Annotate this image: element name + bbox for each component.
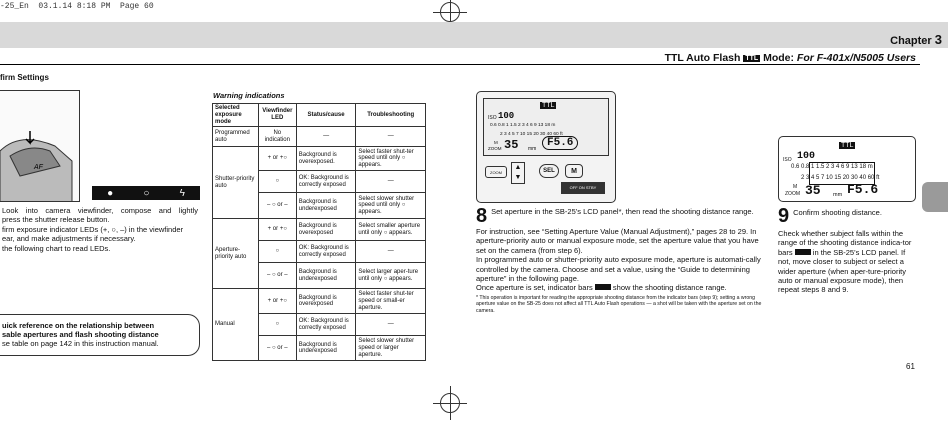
table-row: Aperture-priority auto + or +○ Background is overexposed Select smaller aperture until only ○ appears. xyxy=(213,219,426,241)
lcd-iso-value: 100 xyxy=(498,111,515,121)
quick-reference-box: uick reference on the relationship between sable apertures and flash shooting distance se table on page 142 in this instruction manual. xyxy=(0,314,200,356)
step-9-paragraph: Check whether subject falls within the range of the shooting distance indica-tor bars in the SB-25’s LCD panel. If not, move closer to subject or select a wider aperture (when aper-ture-priority auto or manual exposure mode), then repeat steps 8 and 9. xyxy=(778,229,912,295)
warning-title: Warning indications xyxy=(213,91,285,100)
registration-mark-top xyxy=(440,2,460,22)
lcd-ttl-badge: TTL xyxy=(841,142,854,149)
table-row: Programmed auto No indication — — xyxy=(213,127,426,147)
table-row: – ○ or – Background is underexposed Select slower shutter speed until only ○ appears. xyxy=(213,193,426,219)
ttl-badge: TTL xyxy=(745,55,759,62)
svg-text:AF: AF xyxy=(34,164,43,171)
step-8-footnote: * This operation is important for reading the appropriate shooting distance from the indicator bars (step 9); setting a wrong aperture value on the SB-25 does not affect all TTL Auto Flash operations — a shot will be taken with the aperture set on the camera. xyxy=(476,294,762,314)
table-header: Selected exposure mode xyxy=(213,104,259,127)
camera-illustration xyxy=(0,90,80,202)
table-row: ○ OK: Background is correctly exposed — xyxy=(213,314,426,336)
chapter-label: Chapter 3 xyxy=(890,32,942,47)
lcd-aperture-value: F5.6 xyxy=(542,136,578,150)
table-row: ○ OK: Background is correctly exposed — xyxy=(213,241,426,263)
table-row: Manual + or +○ Background is overexposed Select faster shut-ter speed or small-er aperture. xyxy=(213,289,426,314)
flash-ready-icon: ϟ xyxy=(179,187,185,199)
header-rule xyxy=(0,64,920,65)
step-8-paragraph-2: In programmed auto or shutter-priority auto exposure mode, aperture is automati-cally controlled by the camera. Choose and set a value, using the “Guide to determining aperture” in the following page. xyxy=(476,255,761,284)
step-title: Confirm shooting distance. xyxy=(793,208,882,217)
lcd-iso-value: 100 xyxy=(797,151,816,162)
indicator-bar-icon xyxy=(595,284,611,290)
lcd-feet-scale: 2 3 4 5 7 10 15 20 30 40 60 ft xyxy=(801,175,880,181)
section-title: firm Settings xyxy=(0,73,49,82)
step-8 xyxy=(476,207,766,314)
led-ring: ○ xyxy=(143,187,150,199)
table-row: Shutter-priority auto + or +○ Background is overexposed. Select faster shut-ter speed until only ○ appears. xyxy=(213,147,426,171)
left-instructions: Look into camera viewfinder, compose and lightly press the shutter release button. firm exposure indicator LEDs (+, ○, –) in the viewfinder ear, and make adjustments if necessary. the following chart to read LEDs. xyxy=(2,206,198,253)
sel-button: SEL xyxy=(539,164,559,178)
led-dot: ● xyxy=(107,187,114,199)
header-band xyxy=(0,22,948,48)
step-8-paragraph-3: Once aperture is set, indicator bars show the shooting distance range. xyxy=(476,283,727,293)
registration-mark-bottom xyxy=(440,393,460,413)
table-header: Viewfinder LED xyxy=(258,104,296,127)
table-row: ○ OK: Background is correctly exposed — xyxy=(213,171,426,193)
warning-table xyxy=(212,103,426,361)
mode-title: TTL Auto Flash TTL Mode: For F-401x/N5005 Users xyxy=(664,52,916,64)
lcd-screen: TTL ISO 100 0.6 0.8 1 1.5 2 3 4 6 9 13 18 m 2 3 4 5 7 10 15 20 30 40 60 ft M ZOOM 35 mm F5.6 xyxy=(483,98,609,156)
viewfinder-led-bar xyxy=(92,186,200,200)
page-number: 61 xyxy=(906,362,915,371)
lcd-meter-scale: 0.6 0.8 1 1.5 2 3 4 6 9 13 18 m xyxy=(791,164,873,170)
lcd-zoom-value: 35 xyxy=(805,183,821,198)
table-header: Status/cause xyxy=(296,104,356,127)
chapter-thumb-tab xyxy=(922,182,948,212)
lcd-feet-scale: 2 3 4 5 7 10 15 20 30 40 60 ft xyxy=(500,132,563,137)
lcd-aperture-value: F5.6 xyxy=(847,182,879,197)
lcd-distance-illustration: TTL ISO 100 0.6 0.8 1 1.5 2 3 4 6 9 13 18 m 2 3 4 5 7 10 15 20 30 40 60 ft M ZOOM 35 mm F5.6 xyxy=(778,136,916,202)
step-number: 9 xyxy=(778,205,790,227)
table-row: – ○ or – Background is underexposed Select larger aper-ture until only ○ appears. xyxy=(213,263,426,289)
power-switch: OFF ON STBY xyxy=(561,182,605,194)
step-9 xyxy=(778,207,916,295)
print-slug: -25_En 03.1.14 8:18 PM Page 60 xyxy=(0,2,154,11)
table-header: Troubleshooting xyxy=(356,104,426,127)
zoom-button: ZOOM xyxy=(485,166,507,178)
step-number: 8 xyxy=(476,205,488,227)
mode-button: M xyxy=(565,164,583,178)
step-title: Set aperture in the SB-25’s LCD panel*, then read the shooting distance range. xyxy=(491,207,754,216)
table-row: – ○ or – Background is underexposed Select slower shutter speed or larger aperture. xyxy=(213,336,426,361)
step-8-paragraph-1: For instruction, see “Setting Aperture Value (Manual Adjustment),” pages 28 to 29. In aperture-priority auto or manual exposure mode, set the aperture value that you have set on the camera (from step 6). xyxy=(476,227,759,255)
lcd-ttl-badge: TTL xyxy=(542,102,555,109)
lcd-zoom-value: 35 xyxy=(504,138,519,152)
sb25-panel-illustration xyxy=(476,91,616,203)
up-down-buttons: ▲ ▼ xyxy=(511,162,525,184)
indicator-bar-icon xyxy=(795,249,811,255)
lcd-meter-scale: 0.6 0.8 1 1.5 2 3 4 6 9 13 18 m xyxy=(490,123,556,128)
